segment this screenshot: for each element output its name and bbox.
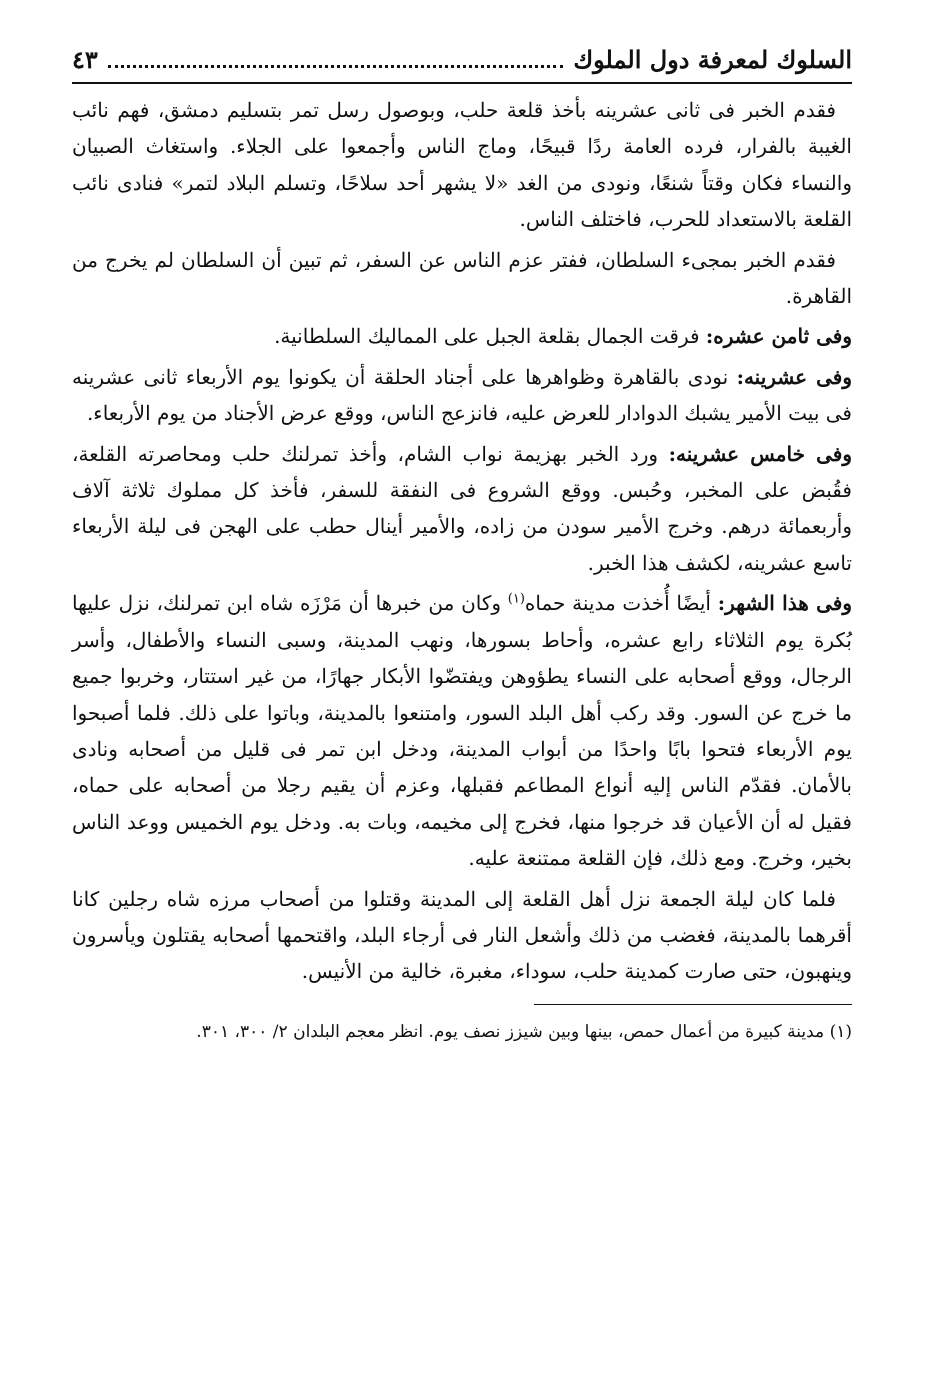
paragraph-text-continued: وكان من خبرها أن مَرْزَه شاه ابن تمرلنك، نزل عليها بُكرة يوم الثلاثاء رابع عشره، وأحاط بسورها، ونهب المدينة، وسبى النساء والأطفال، وأسر الرجال، ووقع أصحابه على النساء يطؤوهن ويفتضّوا الأبكار جهارًا، من غير استتار، وخربوا جميع ما خرج عن السور. وقد ركب أهل البلد السور، وامتنعوا بالمدينة، وباتوا على ذلك. فلما أصبحوا يوم الأربعاء فتحوا بابًا واحدًا من أبواب المدينة، ودخل ابن تمر فى قليل من أصحابه ونادى بالأمان. فقدّم الناس إليه أنواع المطاعم فقبلها، وعزم أن يقيم رجلا من أصحابه على حماه، فقيل له أن الأعيان قد خرجوا منها، فخرج إلى مخيمه، وبات به. ودخل يوم الخميس ووعد الناس بخير، وخرج. ومع ذلك، فإن القلعة ممتنعة عليه. xyxy=(72,591,852,871)
entry-date-lead: وفى ثامن عشره: xyxy=(705,324,852,349)
entry-date-lead: وفى هذا الشهر: xyxy=(717,591,852,616)
paragraph-text: نودى بالقاهرة وظواهرها على أجناد الحلقة أن يكونوا يوم الأربعاء ثانى عشرينه فى بيت الأمير يشبك الدوادار للعرض عليه، فانزعج الناس، ووقع عرض الأجناد من يوم الأربعاء. xyxy=(72,364,852,426)
paragraph-2 xyxy=(72,242,852,315)
entry-twenty-fifth xyxy=(72,436,852,582)
leader-dots xyxy=(108,43,564,68)
body-text xyxy=(72,92,852,990)
paragraph-text: أيضًا أُخذت مدينة حماه xyxy=(524,591,718,616)
paragraph-text: فقدم الخبر بمجىء السلطان، ففتر عزم الناس عن السفر، ثم تبين أن السلطان لم يخرج من القاهرة. xyxy=(72,247,852,309)
entry-this-month xyxy=(72,585,852,876)
footnote-reference: (١) xyxy=(507,591,525,607)
paragraph-1 xyxy=(72,92,852,238)
paragraph-text: فلما كان ليلة الجمعة نزل أهل القلعة إلى المدينة وقتلوا من أصحاب مرزه شاه رجلين كانا أقرهما بالمدينة، فغضب من ذلك وأشعل النار فى أرجاء البلد، واقتحمها أصحابه يقتلون ويأسرون وينهبون، حتى صارت كمدينة حلب، سوداء، مغبرة، خالية من الأنيس. xyxy=(72,886,852,984)
footnote-rule xyxy=(534,1004,852,1005)
running-head xyxy=(72,40,852,84)
paragraph-text: فقدم الخبر فى ثانى عشرينه بأخذ قلعة حلب، وبوصول رسل تمر بتسليم دمشق، فهم نائب الغيبة بالفرار، فرده العامة ردًا قبيحًا، وماج الناس وأجمعوا على الجلاء. واستغاث الصبيان والنساء فكان وقتاً شنعًا، ونودى من الغد «لا يشهر أحد سلاحًا، وتسلم البلاد لتمر» فنادى نائب القلعة بالاستعداد للحرب، فاختلف الناس. xyxy=(72,98,852,232)
page-number: ٤٣ xyxy=(72,45,98,74)
entry-date-lead: وفى عشرينه: xyxy=(736,364,852,389)
entry-twentieth xyxy=(72,359,852,432)
footnote-marker: (١) xyxy=(829,1021,852,1042)
book-title: السلوك لمعرفة دول الملوك xyxy=(573,45,852,74)
entry-eighteenth xyxy=(72,318,852,354)
paragraph-text: ورد الخبر بهزيمة نواب الشام، وأخذ تمرلنك حلب ومحاصرته القلعة، فقُبض على المخبر، وحُبس. ووقع الشروع فى النفقة للسفر، فأخذ كل مملوك ثلاثة آلاف وأربعمائة درهم. وخرج الأمير سودن من زاده، والأمير أينال حطب على الهجن فى ليلة الأربعاء تاسع عشرينه، لكشف هذا الخبر. xyxy=(72,441,852,575)
book-page xyxy=(72,40,852,1360)
paragraph-text: فرقت الجمال بقلعة الجبل على المماليك السلطانية. xyxy=(274,324,706,349)
footnote-text: مدينة كبيرة من أعمال حمص، بينها وبين شيزز نصف يوم. انظر معجم البلدان ٢/ ٣٠٠، ٣٠١. xyxy=(196,1021,830,1042)
entry-date-lead: وفى خامس عشرينه: xyxy=(668,441,852,466)
paragraph-friday-night xyxy=(72,881,852,990)
footnote xyxy=(72,1015,852,1049)
